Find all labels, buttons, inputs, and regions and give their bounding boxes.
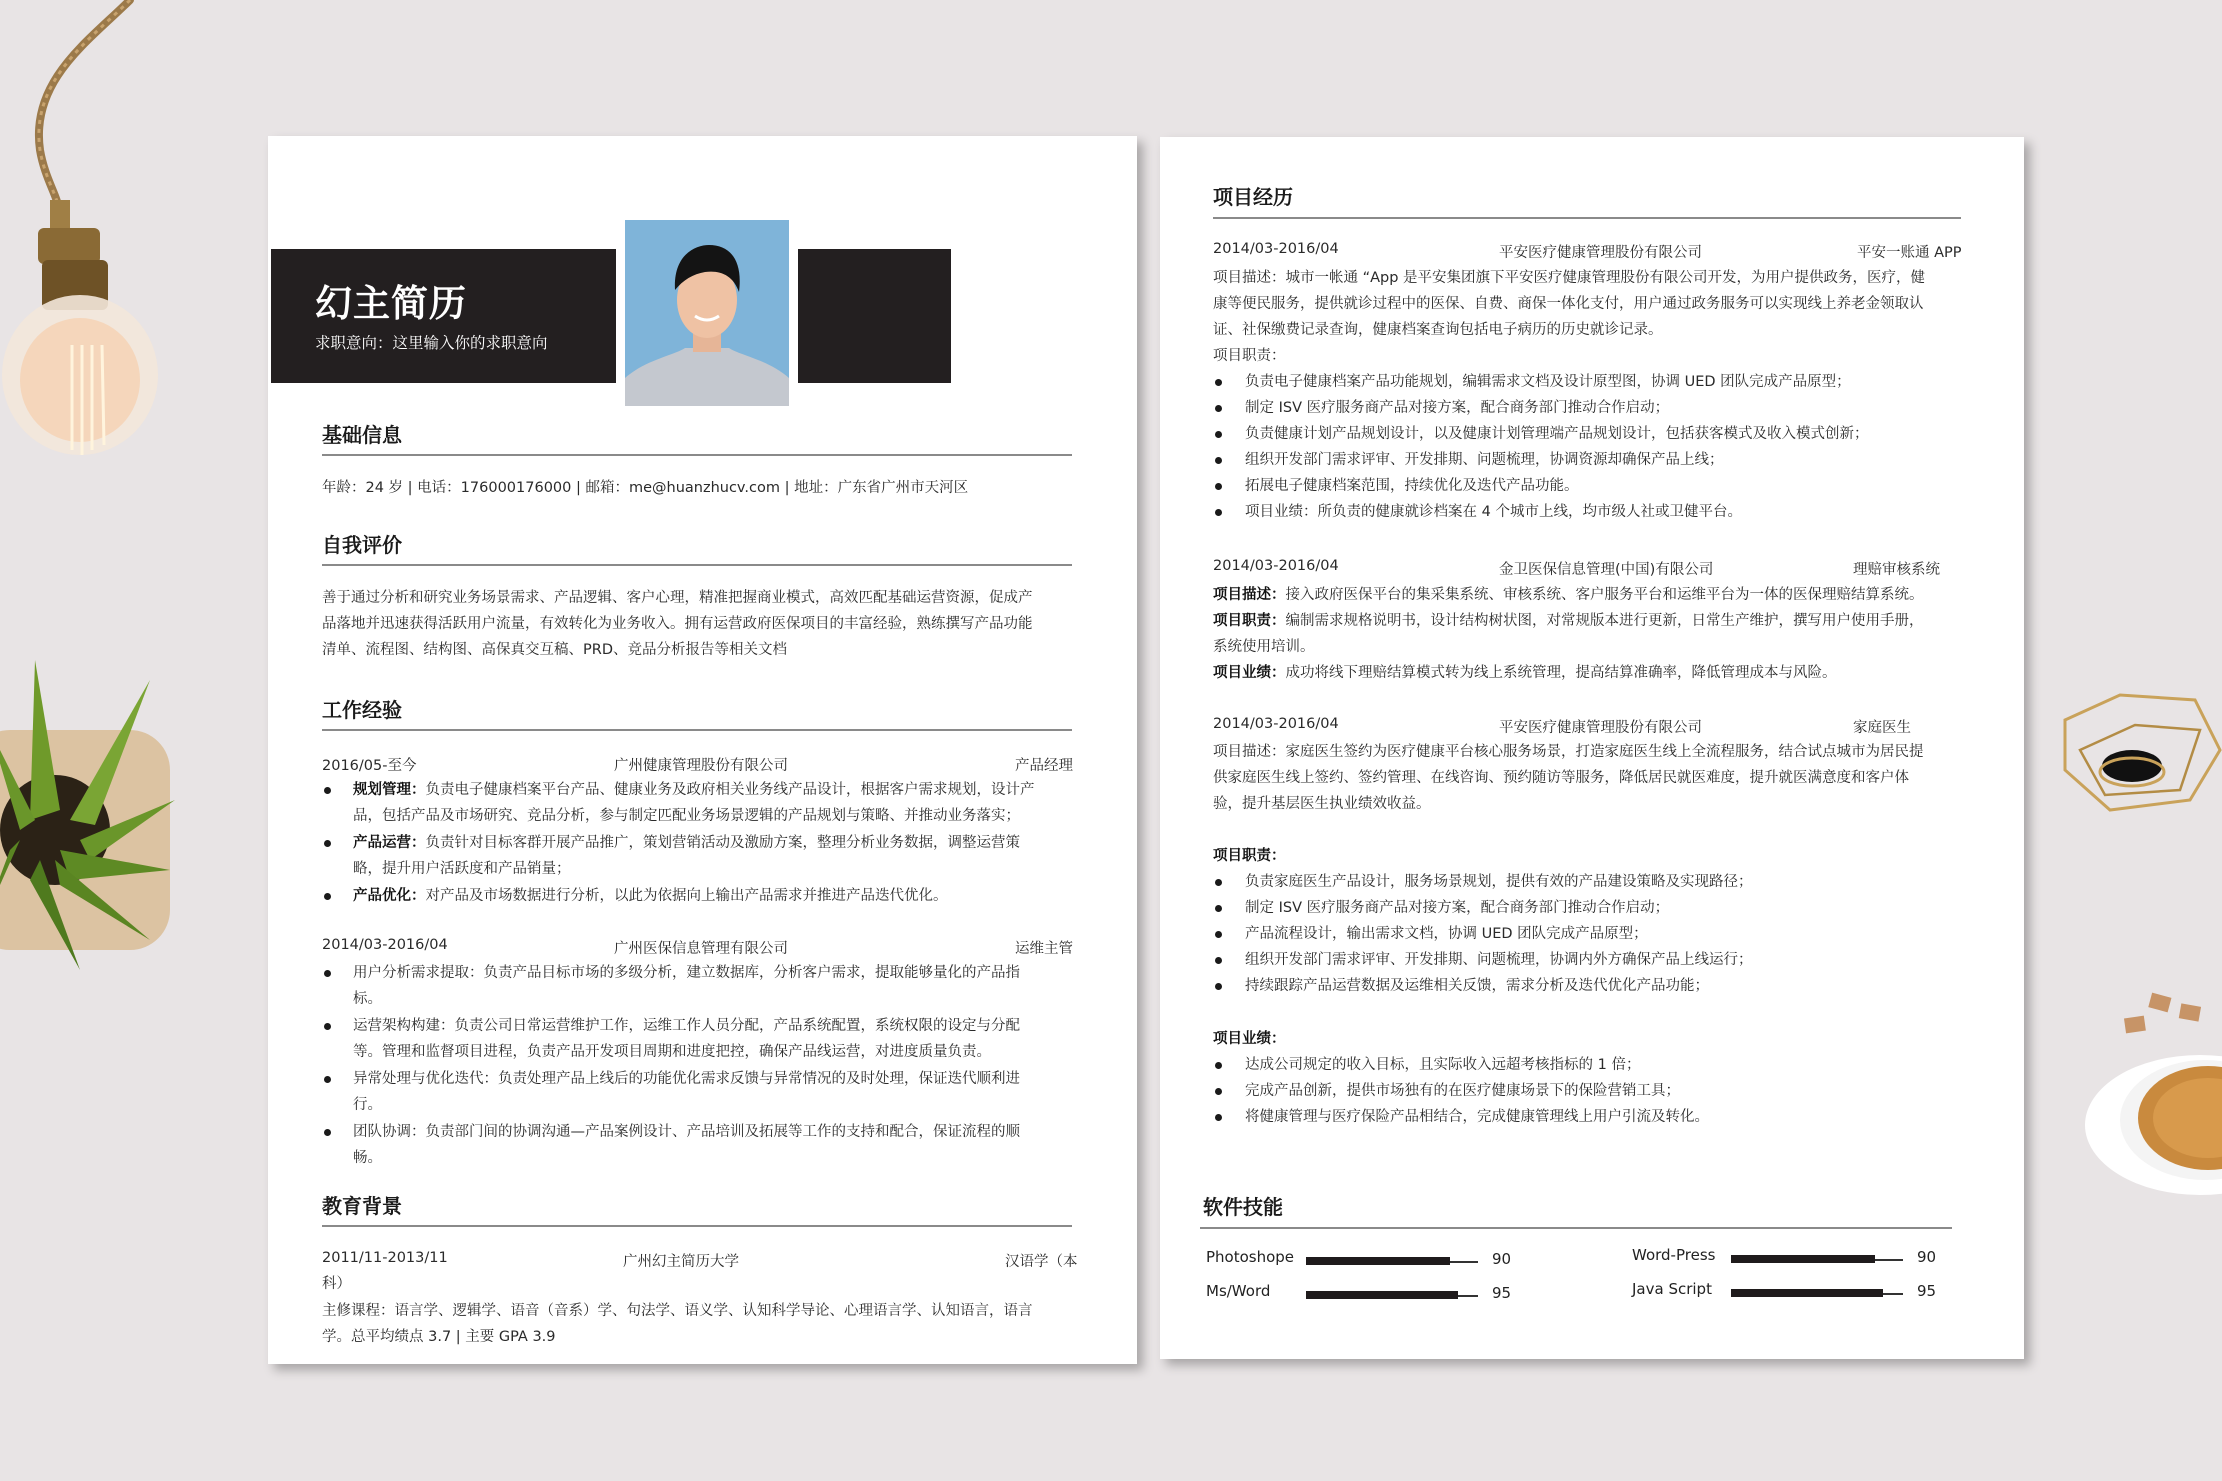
bullet-icon [324,787,331,794]
project-desc: 验，提升基层医生执业绩效收益。 [1213,796,1431,812]
project-bullet: 制定 ISV 医疗服务商产品对接方案，配合商务部门推动合作启动； [1245,400,1670,416]
project-bullet: 负责电子健康档案产品功能规划，编辑需求文档及设计原型图，协调 UED 团队完成产品原型； [1245,374,1851,390]
bullet-icon [1215,457,1222,464]
project-desc: 证、社保缴费记录查询，健康档案查询包括电子病历的历史就诊记录。 [1213,322,1663,338]
section-divider [1213,217,1961,219]
basic-info-line: 年龄：24 岁 | 电话：176000176000 | 邮箱：me@huanzhucv.com | 地址：广东省广州市天河区 [322,480,969,496]
section-divider [322,729,1072,731]
bullet-icon [1215,983,1222,990]
bullet-icon [1215,509,1222,516]
skill-name: Java Script [1632,1280,1712,1298]
project-bullet: 将健康管理与医疗保险产品相结合，完成健康管理线上用户引流及转化。 [1245,1109,1709,1125]
bullet-icon [1215,483,1222,490]
project-bullet: 达成公司规定的收入目标，且实际收入远超考核指标的 1 倍； [1245,1057,1641,1073]
section-divider [322,454,1072,456]
section-divider [322,564,1072,566]
skill-bar [1306,1291,1458,1299]
edu-major-cont: 科） [322,1276,351,1292]
project-name: 平安一账通 APP [1857,245,1962,261]
profile-photo [625,220,789,406]
project-duty-label: 项目职责： [1213,348,1286,364]
light-bulb-decoration [0,0,260,520]
project-company: 金卫医保信息管理(中国)有限公司 [1499,562,1714,578]
candle-holder-decoration [2060,690,2222,840]
project-bullet: 制定 ISV 医疗服务商产品对接方案，配合商务部门推动合作启动； [1245,900,1670,916]
project-result-label [1213,1026,1286,1052]
project-desc: 供家庭医生线上签约、签约管理、在线咨询、预约随访等服务，降低居民就医难度，提升就医满意度和客户体 [1213,770,1909,786]
bullet-icon [1215,931,1222,938]
project-duty [1213,608,1924,634]
job-bullet: 运营架构构建：负责公司日常运营维护工作，运维工作人员分配，产品系统配置，系统权限的设定与分配 [353,1018,1020,1034]
project-bullet: 负责健康计划产品规划设计，以及健康计划管理端产品规划设计，包括获客模式及收入模式创新； [1245,426,1869,442]
section-title-projects: 项目经历 [1213,185,1293,209]
bullet-icon [324,840,331,847]
section-divider [322,1225,1072,1227]
bullet-text: 负责电子健康档案平台产品、健康业务及政府相关业务线产品设计，根据客户需求规划，设计产 [425,782,1035,798]
job-bullet: 异常处理与优化迭代：负责处理产品上线后的功能优化需求反馈与异常情况的及时处理，保证迭代顺利进 [353,1071,1020,1087]
job-bullet-cont: 标。 [353,991,382,1007]
bullet-label: 产品优化： [353,888,426,904]
job-bullet: 用户分析需求提取：负责产品目标市场的多级分析，建立数据库，分析客户需求，提取能够量化的产品指 [353,965,1020,981]
job-bullet-cont: 等。管理和监督项目进程，负责产品开发项目周期和进度把控，确保产品线运营，对进度质量负责。 [353,1044,991,1060]
duty-label: 项目职责： [1213,613,1286,629]
project-bullet: 负责家庭医生产品设计，服务场景规划，提供有效的产品建设策略及实现路径； [1245,874,1753,890]
job-role: 产品经理 [1015,758,1073,774]
skill-name: Ms/Word [1206,1282,1271,1300]
bullet-icon [1215,405,1222,412]
job-date: 2014/03-2016/04 [322,937,448,953]
person-avatar-icon [625,220,789,406]
project-bullet: 拓展电子健康档案范围，持续优化及迭代产品功能。 [1245,478,1579,494]
section-title-basic-info: 基础信息 [322,423,402,447]
bullet-icon [324,893,331,900]
project-bullet: 组织开发部门需求评审、开发排期、问题梳理，协调资源却确保产品上线； [1245,452,1724,468]
desc-label: 项目描述： [1213,587,1286,603]
job-bullet [353,830,1020,856]
job-intention: 求职意向：这里输入你的求职意向 [315,334,548,352]
bullet-icon [1215,905,1222,912]
skill-value: 95 [1492,1284,1512,1302]
job-company: 广州健康管理股份有限公司 [614,758,788,774]
bullet-label: 规划管理： [353,782,426,798]
job-bullet-cont: 畅。 [353,1150,382,1166]
job-date: 2016/05-至今 [322,758,417,774]
edu-courses: 主修课程：语言学、逻辑学、语音（音系）学、句法学、语义学、认知科学导论、心理语言学、认知语言，语言 [322,1303,1033,1319]
bullet-icon [1215,431,1222,438]
project-bullet: 产品流程设计，输出需求文档，协调 UED 团队完成产品原型； [1245,926,1648,942]
bullet-icon [1215,1088,1222,1095]
section-divider [1200,1227,1952,1229]
edu-date: 2011/11-2013/11 [322,1250,448,1266]
bullet-icon [1215,879,1222,886]
job-bullet-cont: 略，提升用户活跃度和产品销量； [353,861,571,877]
job-bullet [353,777,1035,803]
bullet-icon [1215,1114,1222,1121]
project-company: 平安医疗健康管理股份有限公司 [1499,720,1702,736]
bullet-icon [1215,379,1222,386]
job-bullet: 团队协调：负责部门间的协调沟通—产品案例设计、产品培训及拓展等工作的支持和配合，保证流程的顺 [353,1124,1020,1140]
bullet-icon [1215,1062,1222,1069]
header-bar-right [798,249,951,383]
project-bullet: 组织开发部门需求评审、开发排期、问题梳理，协调内外方确保产品上线运行； [1245,952,1753,968]
skill-value: 90 [1492,1250,1512,1268]
project-bullet: 持续跟踪产品运营数据及运维相关反馈，需求分析及迭代优化产品功能； [1245,978,1709,994]
project-date: 2014/03-2016/04 [1213,241,1339,257]
project-name: 理赔审核系统 [1853,562,1940,578]
bullet-label: 产品运营： [353,835,426,851]
bullet-icon [324,1023,331,1030]
job-bullet [353,883,948,909]
bullet-icon [1215,957,1222,964]
project-desc: 项目描述：家庭医生签约为医疗健康平台核心服务场景，打造家庭医生线上全流程服务，结合试点城市为居民提 [1213,744,1924,760]
project-name: 家庭医生 [1853,720,1911,736]
skill-bar [1731,1289,1883,1297]
result-label: 项目业绩： [1213,1031,1286,1047]
project-desc [1213,582,1924,608]
duty-label: 项目职责： [1213,848,1286,864]
project-date: 2014/03-2016/04 [1213,558,1339,574]
resume-title: 幻主简历 [315,282,467,325]
section-title-work: 工作经验 [322,698,402,722]
duty-text: 编制需求规格说明书，设计结构树状图，对常规版本进行更新，日常生产维护，撰写用户使用手册， [1285,613,1924,629]
result-label: 项目业绩： [1213,665,1286,681]
section-title-education: 教育背景 [322,1194,402,1218]
project-desc: 项目描述：城市一帐通 “App 是平安集团旗下平安医疗健康管理股份有限公司开发，为用户提供政务，医疗，健 [1213,270,1926,286]
job-role: 运维主管 [1015,941,1073,957]
project-date: 2014/03-2016/04 [1213,716,1339,732]
project-bullet: 项目业绩：所负责的健康就诊档案在 4 个城市上线，均市级人社或卫健平台。 [1245,504,1742,520]
edu-major: 汉语学（本 [1005,1254,1078,1270]
skill-name: Word-Press [1632,1246,1716,1264]
project-desc: 康等便民服务，提供就诊过程中的医保、自费、商保一体化支付，用户通过政务服务可以实现线上养老金领取认 [1213,296,1924,312]
self-eval-line: 善于通过分析和研究业务场景需求、产品逻辑、客户心理，精准把握商业模式，高效匹配基础运营资源，促成产 [322,590,1033,606]
project-company: 平安医疗健康管理股份有限公司 [1499,245,1702,261]
self-eval-line: 品落地并迅速获得活跃用户流量，有效转化为业务收入。拥有运营政府医保项目的丰富经验，熟练撰写产品功能 [322,616,1033,632]
desc-text: 接入政府医保平台的集采集系统、审核系统、客户服务平台和运维平台为一体的医保理赔结算系统。 [1285,587,1924,603]
coffee-cup-decoration [2080,985,2222,1215]
project-bullet: 完成产品创新，提供市场独有的在医疗健康场景下的保险营销工具； [1245,1083,1680,1099]
section-title-self-eval: 自我评价 [322,533,402,557]
edu-courses-cont: 学。总平均绩点 3.7 | 主要 GPA 3.9 [322,1329,556,1345]
edu-school: 广州幻主简历大学 [623,1254,739,1270]
job-bullet-cont: 行。 [353,1097,382,1113]
bullet-icon [324,1076,331,1083]
bullet-icon [324,970,331,977]
job-bullet-cont: 品，包括产品及市场研究、竞品分析，参与制定匹配业务场景逻辑的产品规划与策略、并推动业务落实； [353,808,1020,824]
skill-name: Photoshope [1206,1248,1295,1266]
skill-value: 95 [1917,1282,1937,1300]
project-duty-label [1213,843,1286,869]
bullet-text: 对产品及市场数据进行分析，以此为依据向上输出产品需求并推进产品迭代优化。 [425,888,948,904]
job-company: 广州医保信息管理有限公司 [614,941,788,957]
project-duty-cont: 系统使用培训。 [1213,639,1315,655]
project-result [1213,660,1837,686]
self-eval-line: 清单、流程图、结构图、高保真交互稿、PRD、竞品分析报告等相关文档 [322,642,787,658]
skill-value: 90 [1917,1248,1937,1266]
skill-bar [1306,1257,1450,1265]
section-title-skills: 软件技能 [1203,1195,1283,1219]
plant-decoration [0,640,190,970]
skill-bar [1731,1255,1875,1263]
bullet-icon [324,1129,331,1136]
bullet-text: 负责针对目标客群开展产品推广，策划营销活动及激励方案，整理分析业务数据，调整运营策 [425,835,1020,851]
result-text: 成功将线下理赔结算模式转为线上系统管理，提高结算准确率，降低管理成本与风险。 [1285,665,1837,681]
